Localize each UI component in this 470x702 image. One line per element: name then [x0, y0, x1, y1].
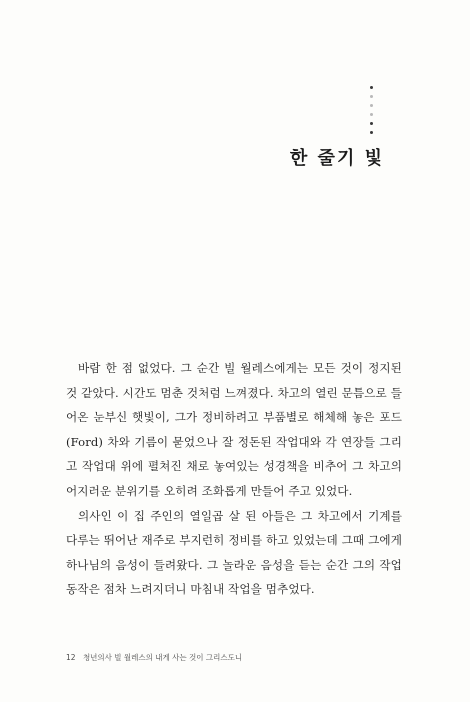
paragraph: 의사인 이 집 주인의 열일곱 살 된 아들은 그 차고에서 기계를 다루는 뛰어난 재주로 부지런히 정비를 하고 있었는데 그때 그에게 하나님의 음성이 들려왔다. 그 놀라운 음성을 듣는 순간 그의 작업 동작은 점차 느려지더니 마침내 작업을 멈추었다.: [66, 508, 402, 597]
ornament-dot: [370, 131, 373, 134]
ornament-dot: [370, 95, 373, 98]
body-text: [66, 356, 402, 602]
running-book-title: 청년의사 빌 월레스의 내게 사는 것이 그리스도니: [82, 653, 243, 662]
ornament-dot: [370, 113, 373, 116]
page-footer: [66, 652, 242, 663]
ornament-dot: [370, 86, 373, 89]
paragraph: 바람 한 점 없었다. 그 순간 빌 월레스에게는 모든 것이 정지된 것 같았다. 시간도 멈춘 것처럼 느껴졌다. 차고의 열린 문틈으로 들어온 눈부신 햇빛이, 그가 정비하려고 부품별로 해체해 놓은 포드(Ford) 차와 기름이 묻었으나 잘 정돈된 작업대와 각 연장들 그리고 작업대 위에 펼쳐진 채로 놓여있는 성경책을 비추어 그 차고의 어지러운 분위기를 오히려 조화롭게 만들어 주고 있었다.: [66, 361, 402, 498]
page-number: 12: [66, 653, 76, 662]
chapter-title: 한 줄기 빛: [289, 148, 384, 169]
ornament-dot: [370, 104, 373, 107]
ornament-dot: [370, 122, 373, 125]
